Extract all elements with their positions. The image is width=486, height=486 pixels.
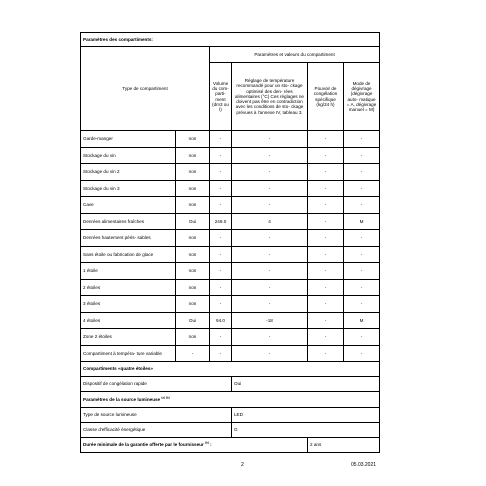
compartment-present: non xyxy=(176,131,210,148)
compartment-freezing: - xyxy=(308,345,344,362)
compartment-defrost: - xyxy=(344,296,380,313)
compartment-temperature: 4 xyxy=(232,213,308,230)
compartment-present: non xyxy=(176,197,210,214)
compartment-present: Oui xyxy=(176,213,210,230)
compartment-volume: - xyxy=(210,164,232,181)
warranty-label-cell xyxy=(81,438,308,453)
compartment-volume: - xyxy=(210,296,232,313)
compartment-present: non xyxy=(176,329,210,346)
compartment-volume: - xyxy=(210,345,232,362)
compartment-defrost: - xyxy=(344,230,380,247)
volume-header: Volume du com- parti- ment (dm3 ou l) xyxy=(210,63,232,131)
light-type-label: Type de source lumineuse xyxy=(81,408,232,423)
compartment-name: 4 étoiles xyxy=(81,312,176,329)
compartment-defrost: - xyxy=(344,329,380,346)
energy-class-label: Classe d'efficacité énergétique xyxy=(81,423,232,438)
table-row xyxy=(81,263,380,280)
compartment-defrost: - xyxy=(344,180,380,197)
compartment-volume: 249.0 xyxy=(210,213,232,230)
compartment-defrost: - xyxy=(344,164,380,181)
compartment-name: 3 étoiles xyxy=(81,296,176,313)
warranty-label: Durée minimale de la garantie offerte par le fournisseur xyxy=(83,442,204,448)
table-row xyxy=(81,345,380,362)
compartment-present: - xyxy=(176,345,210,362)
compartment-temperature: - xyxy=(232,263,308,280)
compartment-freezing: - xyxy=(308,131,344,148)
light-source-title-text: Paramètres de la source lumineuse xyxy=(83,396,161,402)
light-type-value: LED xyxy=(232,408,380,423)
compartment-freezing: - xyxy=(308,230,344,247)
compartment-temperature: - xyxy=(232,230,308,247)
compartment-present: Oui xyxy=(176,312,210,329)
compartment-freezing: - xyxy=(308,197,344,214)
compartment-defrost: - xyxy=(344,197,380,214)
compartment-volume: - xyxy=(210,279,232,296)
compartment-defrost: - xyxy=(344,147,380,164)
compartment-present: non xyxy=(176,230,210,247)
compartment-volume: - xyxy=(210,246,232,263)
compartment-name: 1 étoile xyxy=(81,263,176,280)
page-number: 2 xyxy=(241,462,244,468)
compartment-volume: 94.0 xyxy=(210,312,232,329)
defrost-mode-header: Mode de dégivrage (dégivrage auto- matique = A, dégivrage manuel = M) xyxy=(344,63,380,131)
compartment-volume: - xyxy=(210,131,232,148)
compartment-freezing: - xyxy=(308,213,344,230)
compartment-present: non xyxy=(176,263,210,280)
compartment-temperature: - xyxy=(232,197,308,214)
compartment-present: non xyxy=(176,296,210,313)
compartment-name: Stockage du vin 3 xyxy=(81,180,176,197)
quick-freeze-label: Dispositif de congélation rapide xyxy=(81,377,232,392)
table-row xyxy=(81,131,380,148)
warranty-note: (b) xyxy=(205,440,209,445)
compartment-volume: - xyxy=(210,230,232,247)
compartment-name: 2 étoiles xyxy=(81,279,176,296)
compartment-freezing: - xyxy=(308,147,344,164)
compartment-defrost: - xyxy=(344,131,380,148)
compartment-temperature: - xyxy=(232,180,308,197)
compartment-temperature: - xyxy=(232,147,308,164)
table-row xyxy=(81,164,380,181)
compartment-defrost: - xyxy=(344,246,380,263)
compartment-present: non xyxy=(176,180,210,197)
compartment-freezing: - xyxy=(308,180,344,197)
compartment-name: Garde-manger xyxy=(81,131,176,148)
compartment-freezing: - xyxy=(308,329,344,346)
energy-class-value: G xyxy=(232,423,380,438)
document-date: 05.03.2021 xyxy=(351,462,377,468)
compartment-temperature: - xyxy=(232,131,308,148)
type-header: Type de compartiment xyxy=(81,47,210,131)
compartment-temperature: - xyxy=(232,329,308,346)
compartment-temperature: - xyxy=(232,164,308,181)
compartment-parameters-table xyxy=(80,32,380,453)
compartment-name: Denrées hautement péris- sables xyxy=(81,230,176,247)
compartment-present: non xyxy=(176,279,210,296)
table-row xyxy=(81,312,380,329)
table-row xyxy=(81,296,380,313)
quick-freeze-value: Oui xyxy=(232,377,380,392)
compartment-volume: - xyxy=(210,180,232,197)
compartment-defrost: - xyxy=(344,345,380,362)
table-row xyxy=(81,147,380,164)
table-title: Paramètres des compartiments: xyxy=(81,33,380,47)
table-row xyxy=(81,279,380,296)
compartment-defrost: - xyxy=(344,279,380,296)
compartment-name: Stockage du vin xyxy=(81,147,176,164)
compartment-volume: - xyxy=(210,197,232,214)
temperature-header: Réglage de température recommandé pour un sto- ckage optimisé des den- rées alimentaires (°C) Ces réglages ne doivent pas être en contradiction avec les conditions de sto- ckage prévues à l'annexe IV, tableau 3. xyxy=(232,63,308,131)
light-source-note: (a) (b) xyxy=(161,395,170,400)
warranty-value: 2 ans xyxy=(308,438,380,453)
compartment-volume: - xyxy=(210,263,232,280)
compartment-defrost: M xyxy=(344,312,380,329)
compartment-temperature: -18 xyxy=(232,312,308,329)
compartment-freezing: - xyxy=(308,279,344,296)
table-row xyxy=(81,197,380,214)
compartment-present: non xyxy=(176,164,210,181)
compartment-volume: - xyxy=(210,329,232,346)
compartment-temperature: - xyxy=(232,296,308,313)
group-header: Paramètres et valeurs du compartiment xyxy=(210,47,380,63)
table-row xyxy=(81,246,380,263)
compartment-freezing: - xyxy=(308,164,344,181)
compartment-defrost: M xyxy=(344,213,380,230)
compartment-present: non xyxy=(176,147,210,164)
table-row xyxy=(81,230,380,247)
compartment-freezing: - xyxy=(308,312,344,329)
compartment-defrost: - xyxy=(344,263,380,280)
compartment-name: Compartiment à tempéra- ture variable xyxy=(81,345,176,362)
compartment-temperature: - xyxy=(232,279,308,296)
compartment-freezing: - xyxy=(308,263,344,280)
compartment-name: Denrées alimentaires fraîches xyxy=(81,213,176,230)
freezing-capacity-header: Pouvoir de congélation spécifique (kg/24 h) xyxy=(308,63,344,131)
table-row xyxy=(81,329,380,346)
compartment-temperature: - xyxy=(232,246,308,263)
compartment-temperature: - xyxy=(232,345,308,362)
compartment-present: non xyxy=(176,246,210,263)
quatre-etoiles-title: Compartiments «quatre étoiles» xyxy=(81,362,380,377)
compartment-freezing: - xyxy=(308,296,344,313)
compartment-volume: - xyxy=(210,147,232,164)
compartment-name: Sans étoile ou fabrication de glace xyxy=(81,246,176,263)
compartment-name: Zone 2 étoiles xyxy=(81,329,176,346)
compartment-name: Cave xyxy=(81,197,176,214)
warranty-colon: : xyxy=(210,442,212,448)
table-row xyxy=(81,213,380,230)
compartment-name: Stockage du vin 2 xyxy=(81,164,176,181)
table-row xyxy=(81,180,380,197)
compartment-freezing: - xyxy=(308,246,344,263)
light-source-title xyxy=(81,392,380,408)
